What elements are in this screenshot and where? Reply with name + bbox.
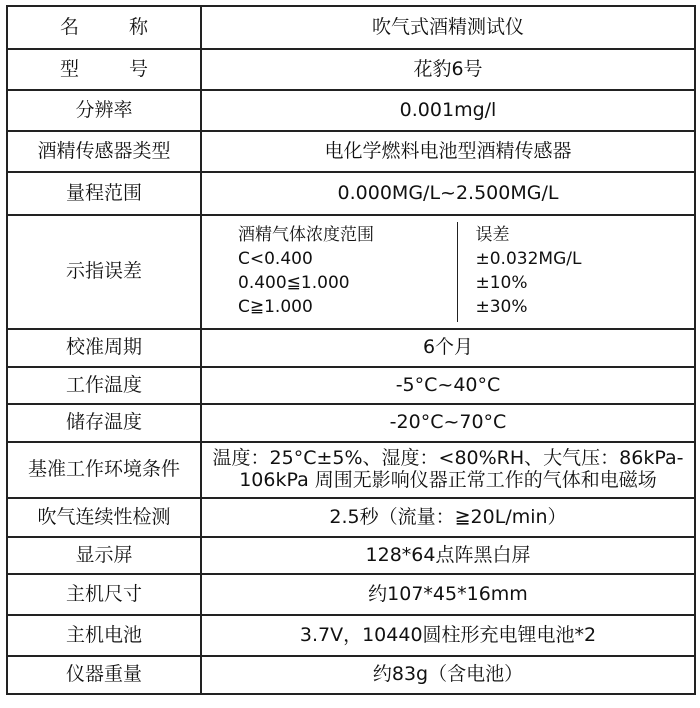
- row-value: 吹气式酒精测试仪: [201, 6, 695, 49]
- row-value: 3.7V，10440圆柱形充电锂电池*2: [201, 615, 695, 656]
- row-label: 显示屏: [7, 537, 201, 574]
- label-char: 名: [60, 15, 80, 38]
- row-label: 校准周期: [7, 329, 201, 367]
- range-column: [202, 222, 457, 321]
- row-label: 主机电池: [7, 615, 201, 656]
- table-row: [7, 131, 695, 172]
- row-label: 分辨率: [7, 90, 201, 131]
- row-value: 温度：25°C±5%、湿度：<80%RH、大气压：86kPa-106kPa 周围无影响仪器正常工作的气体和电磁场: [201, 442, 695, 498]
- range-item: C<0.400: [238, 249, 313, 270]
- table-row: [7, 498, 695, 537]
- table-row: [7, 90, 695, 131]
- row-value: 花豹6号: [201, 49, 695, 90]
- table-row: [7, 537, 695, 574]
- row-value: 0.001mg/l: [201, 90, 695, 131]
- label-char: 称: [128, 15, 148, 38]
- table-row: [7, 49, 695, 90]
- row-value: 2.5秒（流量：≧20L/min）: [201, 498, 695, 537]
- table-row: [7, 574, 695, 615]
- row-label: 储存温度: [7, 404, 201, 442]
- row-value: 6个月: [201, 329, 695, 367]
- row-label: 量程范围: [7, 172, 201, 215]
- error-item: ±0.032MG/L: [475, 249, 582, 270]
- row-label: 示指误差: [7, 215, 201, 329]
- error-column: [457, 222, 695, 321]
- row-label: 仪器重量: [7, 656, 201, 694]
- label-char: 号: [128, 57, 148, 80]
- row-value: 约107*45*16mm: [201, 574, 695, 615]
- error-item: ±30%: [475, 296, 528, 317]
- error-item: ±10%: [475, 273, 528, 293]
- table-row: [7, 615, 695, 656]
- row-label: 基准工作环境条件: [7, 442, 201, 498]
- table-row: [7, 172, 695, 215]
- row-label: [7, 6, 201, 49]
- error-cell: [201, 215, 695, 329]
- range-header: 酒精气体浓度范围: [238, 225, 374, 246]
- row-value: -5°C~40°C: [201, 367, 695, 404]
- table-row: [7, 367, 695, 404]
- error-table: [202, 222, 694, 321]
- row-value: 0.000MG/L~2.500MG/L: [201, 172, 695, 215]
- table-row: [7, 6, 695, 49]
- row-label: [7, 49, 201, 90]
- table-row: [7, 404, 695, 442]
- table-row: [7, 215, 695, 329]
- row-value: -20°C~70°C: [201, 404, 695, 442]
- error-header: 误差: [475, 225, 510, 246]
- row-label: 酒精传感器类型: [7, 131, 201, 172]
- row-value: 电化学燃料电池型酒精传感器: [201, 131, 695, 172]
- label-char: 型: [60, 57, 80, 80]
- range-item: 0.400≦1.000: [238, 273, 350, 293]
- table-row: [7, 329, 695, 367]
- row-value: 约83g（含电池）: [201, 656, 695, 694]
- row-label: 主机尺寸: [7, 574, 201, 615]
- table-row: [7, 656, 695, 694]
- range-item: C≧1.000: [238, 296, 313, 317]
- spec-table: [6, 5, 696, 695]
- row-label: 吹气连续性检测: [7, 498, 201, 537]
- table-row: [7, 442, 695, 498]
- row-value: 128*64点阵黑白屏: [201, 537, 695, 574]
- row-label: 工作温度: [7, 367, 201, 404]
